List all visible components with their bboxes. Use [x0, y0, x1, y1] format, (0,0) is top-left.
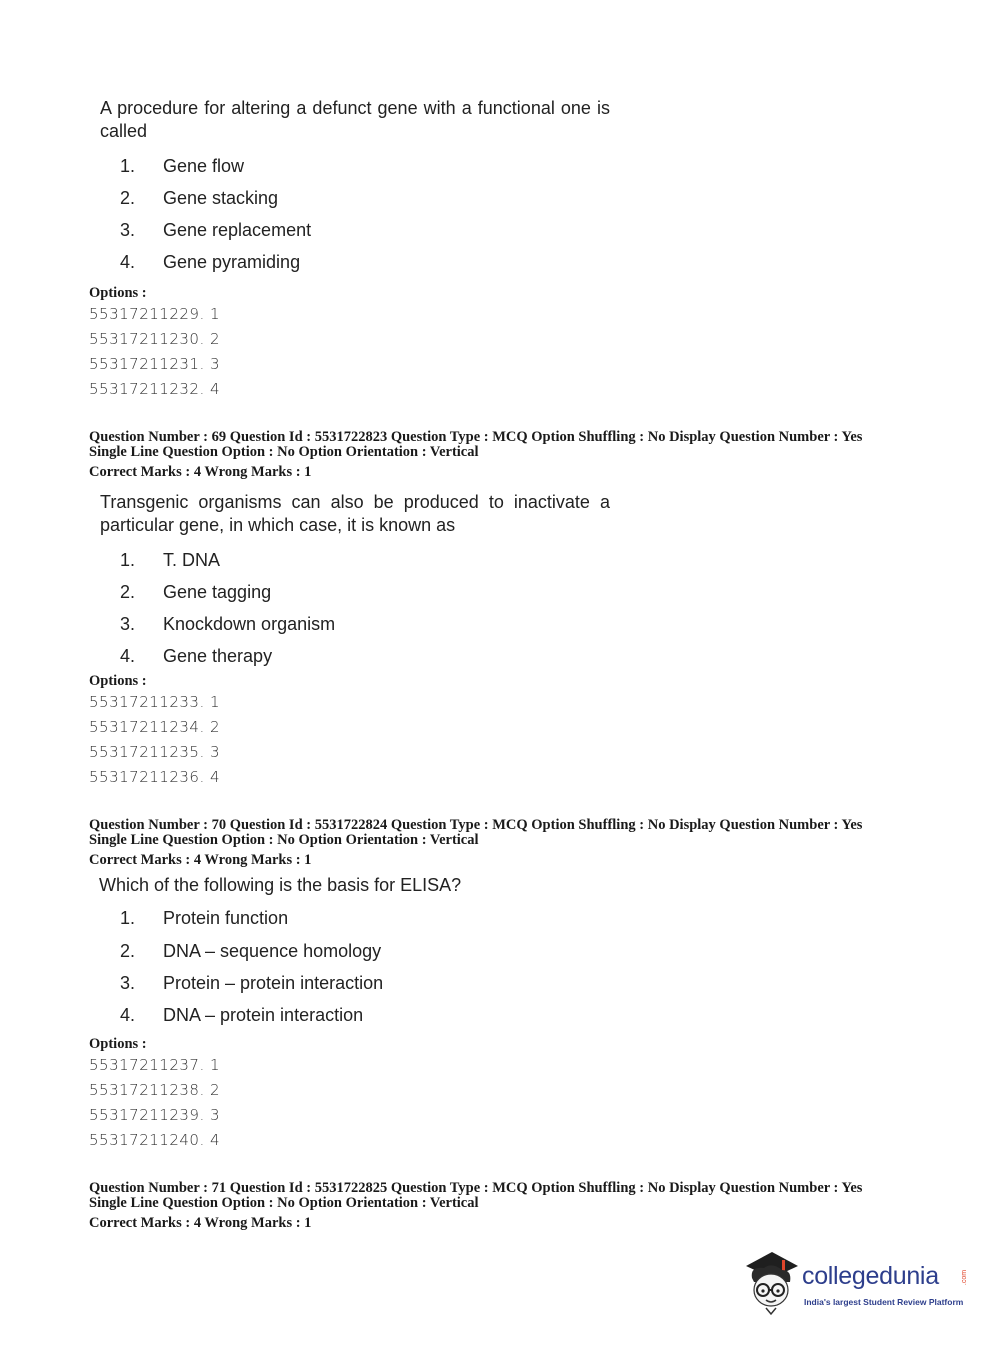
option-code: 55317211240. 4 — [89, 1131, 221, 1149]
options-label: Options : — [89, 673, 147, 689]
question-meta: Single Line Question Option : No Option Orientation : Vertical — [89, 832, 479, 848]
brand-suffix: .com — [961, 1269, 969, 1286]
option-code: 55317211238. 2 — [89, 1081, 221, 1099]
question-marks: Correct Marks : 4 Wrong Marks : 1 — [89, 1215, 312, 1231]
answer-option: 2. Gene stacking — [120, 188, 279, 208]
option-code: 55317211231. 3 — [89, 355, 221, 373]
mascot-icon — [742, 1248, 802, 1318]
question-meta: Question Number : 71 Question Id : 5531722825 Question Type : MCQ Option Shuffling : No Display Question Number : Yes — [89, 1180, 863, 1196]
answer-option: 1. T. DNA — [120, 550, 221, 570]
question-meta: Single Line Question Option : No Option Orientation : Vertical — [89, 1195, 479, 1211]
answer-option: 3. Knockdown organism — [120, 614, 336, 634]
brand-tagline: India's largest Student Review Platform — [804, 1297, 964, 1307]
option-code: 55317211232. 4 — [89, 380, 221, 398]
answer-option: 4. Gene pyramiding — [120, 252, 301, 272]
collegedunia-logo[interactable] — [742, 1248, 972, 1318]
question-text: Which of the following is the basis for ELISA? — [99, 875, 462, 895]
option-code: 55317211234. 2 — [89, 718, 221, 736]
question-text: A procedure for altering a defunct gene with a functional one is called — [100, 98, 610, 141]
question-marks: Correct Marks : 4 Wrong Marks : 1 — [89, 852, 312, 868]
question-text: Transgenic organisms can also be produced to inactivate a particular gene, in which case, it is known as — [100, 492, 610, 535]
brand-name: collegedunia — [802, 1262, 939, 1290]
answer-option: 2. Gene tagging — [120, 582, 272, 602]
answer-option: 2. DNA – sequence homology — [120, 941, 382, 961]
option-code: 55317211230. 2 — [89, 330, 221, 348]
option-code: 55317211239. 3 — [89, 1106, 221, 1124]
answer-option: 1. Gene flow — [120, 156, 245, 176]
option-code: 55317211229. 1 — [89, 305, 221, 323]
answer-option: 3. Gene replacement — [120, 220, 312, 240]
option-code: 55317211236. 4 — [89, 768, 221, 786]
answer-option: 3. Protein – protein interaction — [120, 973, 384, 993]
question-meta: Single Line Question Option : No Option Orientation : Vertical — [89, 444, 479, 460]
question-meta: Question Number : 69 Question Id : 5531722823 Question Type : MCQ Option Shuffling : No Display Question Number : Yes — [89, 429, 863, 445]
question-marks: Correct Marks : 4 Wrong Marks : 1 — [89, 464, 312, 480]
options-label: Options : — [89, 285, 147, 301]
option-code: 55317211235. 3 — [89, 743, 221, 761]
question-meta: Question Number : 70 Question Id : 5531722824 Question Type : MCQ Option Shuffling : No Display Question Number : Yes — [89, 817, 863, 833]
options-label: Options : — [89, 1036, 147, 1052]
option-code: 55317211233. 1 — [89, 693, 221, 711]
answer-option: 1. Protein function — [120, 908, 289, 928]
option-code: 55317211237. 1 — [89, 1056, 221, 1074]
answer-option: 4. DNA – protein interaction — [120, 1005, 364, 1025]
answer-option: 4. Gene therapy — [120, 646, 273, 666]
